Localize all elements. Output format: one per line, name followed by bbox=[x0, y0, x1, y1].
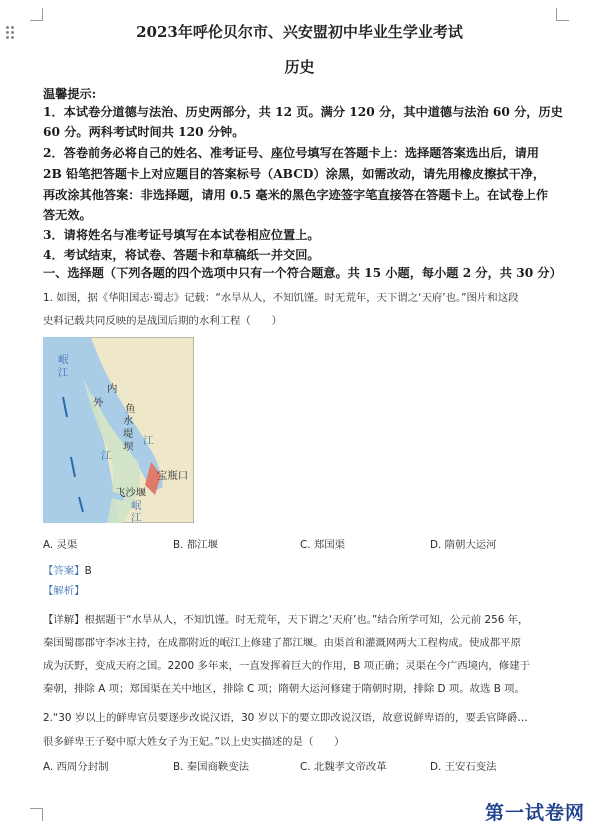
notice-line: 60 分。两科考试时间共 120 分钟。 bbox=[43, 125, 245, 139]
notice-heading: 温馨提示: bbox=[43, 87, 97, 101]
question-stem: 1. 如图，据《华阳国志·蜀志》记载：“水旱从人，不知饥馑。时无荒年，天下谓之‘天府’也。”图片和这段 bbox=[43, 292, 519, 304]
map-label: 内 bbox=[107, 383, 118, 395]
answer-tag: 【答案】 bbox=[43, 565, 85, 577]
map-label: 江 bbox=[101, 450, 112, 462]
map-label: 外 bbox=[93, 397, 104, 409]
corner-mark-top-right bbox=[556, 8, 569, 21]
detail-line: 【详解】根据题干“水旱从人，不知饥馑。时无荒年，天下谓之‘天府’也。”结合所学可知，公元前 256 年， bbox=[43, 614, 529, 626]
option-d[interactable]: D. 隋朝大运河 bbox=[430, 539, 497, 551]
exam-subject: 历史 bbox=[284, 58, 315, 76]
corner-mark-bottom-left bbox=[30, 808, 43, 821]
option-a[interactable]: A. 灵渠 bbox=[43, 539, 78, 551]
answer-value: B bbox=[84, 565, 92, 577]
site-watermark-logo: 第一试卷网 bbox=[484, 802, 585, 824]
detail-line: 秦朝，排除 A 项；郑国渠在关中地区，排除 C 项；隋朝大运河修建于隋朝时期，排除 D 项。故选 B 项。 bbox=[43, 683, 525, 695]
map-label: 宝瓶口 bbox=[157, 470, 189, 482]
option-c[interactable]: C. 郑国渠 bbox=[300, 539, 346, 551]
notice-line: 3．请将姓名与准考证号填写在本试卷相应位置上。 bbox=[43, 228, 320, 242]
option-b[interactable]: B. 秦国商鞅变法 bbox=[173, 761, 250, 773]
corner-mark-top-left bbox=[30, 8, 43, 21]
dujiangyan-map bbox=[43, 337, 194, 523]
option-d[interactable]: D. 王安石变法 bbox=[430, 761, 497, 773]
map-label: 岷 bbox=[131, 500, 142, 512]
detail-line: 成为沃野，变成天府之国。2200 多年来，一直发挥着巨大的作用，B 项正确；灵渠在今广西境内，修建于 bbox=[43, 660, 530, 672]
notice-line: 1．本试卷分道德与法治、历史两部分，共 12 页。满分 120 分，其中道德与法治 60 分，历史 bbox=[43, 105, 563, 119]
map-label: 江 bbox=[131, 512, 142, 524]
notice-line: 4．考试结束，将试卷、答题卡和草稿纸一并交回。 bbox=[43, 248, 320, 262]
notice-line: 2B 铅笔把答题卡上对应题目的答案标号（ABCD）涂黑，如需改动，请先用橡皮擦拭干净， bbox=[43, 167, 546, 181]
detail-line: 秦国蜀郡郡守李冰主持，在成都附近的岷江上修建了都江堰。由渠首和灌溉网两大工程构成。使成都平原 bbox=[43, 637, 521, 649]
notice-line: 答无效。 bbox=[43, 208, 92, 222]
map-label: 飞沙堰 bbox=[115, 487, 147, 499]
notice-line: 2．答卷前务必将自己的姓名、准考证号、座位号填写在答题卡上：选择题答案选出后，请用 bbox=[43, 146, 539, 160]
question-stem: 很多鲜卑王子娶中原大姓女子为王妃。”以上史实描述的是（ ） bbox=[43, 736, 345, 748]
map-label: 岷 bbox=[58, 354, 69, 366]
section-heading: 一、选择题（下列各题的四个选项中只有一个符合题意。共 15 小题，每小题 2 分，共 30 分） bbox=[43, 266, 562, 280]
map-label: 江 bbox=[58, 367, 69, 379]
option-a[interactable]: A. 西周分封制 bbox=[43, 761, 109, 773]
answer-row bbox=[43, 559, 92, 578]
analysis-tag: 【解析】 bbox=[43, 585, 85, 597]
exam-title: 2023年呼伦贝尔市、兴安盟初中毕业生学业考试 bbox=[136, 23, 463, 41]
option-b[interactable]: B. 都江堰 bbox=[173, 539, 218, 551]
map-label: 鱼 bbox=[125, 403, 136, 415]
question-stem: 2.“30 岁以上的鲜卑官员要逐步改说汉语，30 岁以下的要立即改说汉语，故意说鲜卑语的，要丢官降爵… bbox=[43, 712, 528, 724]
map-label: 水 bbox=[123, 415, 134, 427]
map-label: 江 bbox=[143, 435, 154, 447]
notice-line: 再改涂其他答案：非选择题，请用 0.5 毫米的黑色字迹签字笔直接答在答题卡上。在试卷上作 bbox=[43, 188, 549, 202]
question-stem: 史料记载共同反映的是战国后期的水利工程（ ） bbox=[43, 315, 282, 327]
map-label: 堤 bbox=[123, 428, 134, 440]
map-label: 坝 bbox=[123, 441, 134, 453]
option-c[interactable]: C. 北魏孝文帝改革 bbox=[300, 761, 387, 773]
